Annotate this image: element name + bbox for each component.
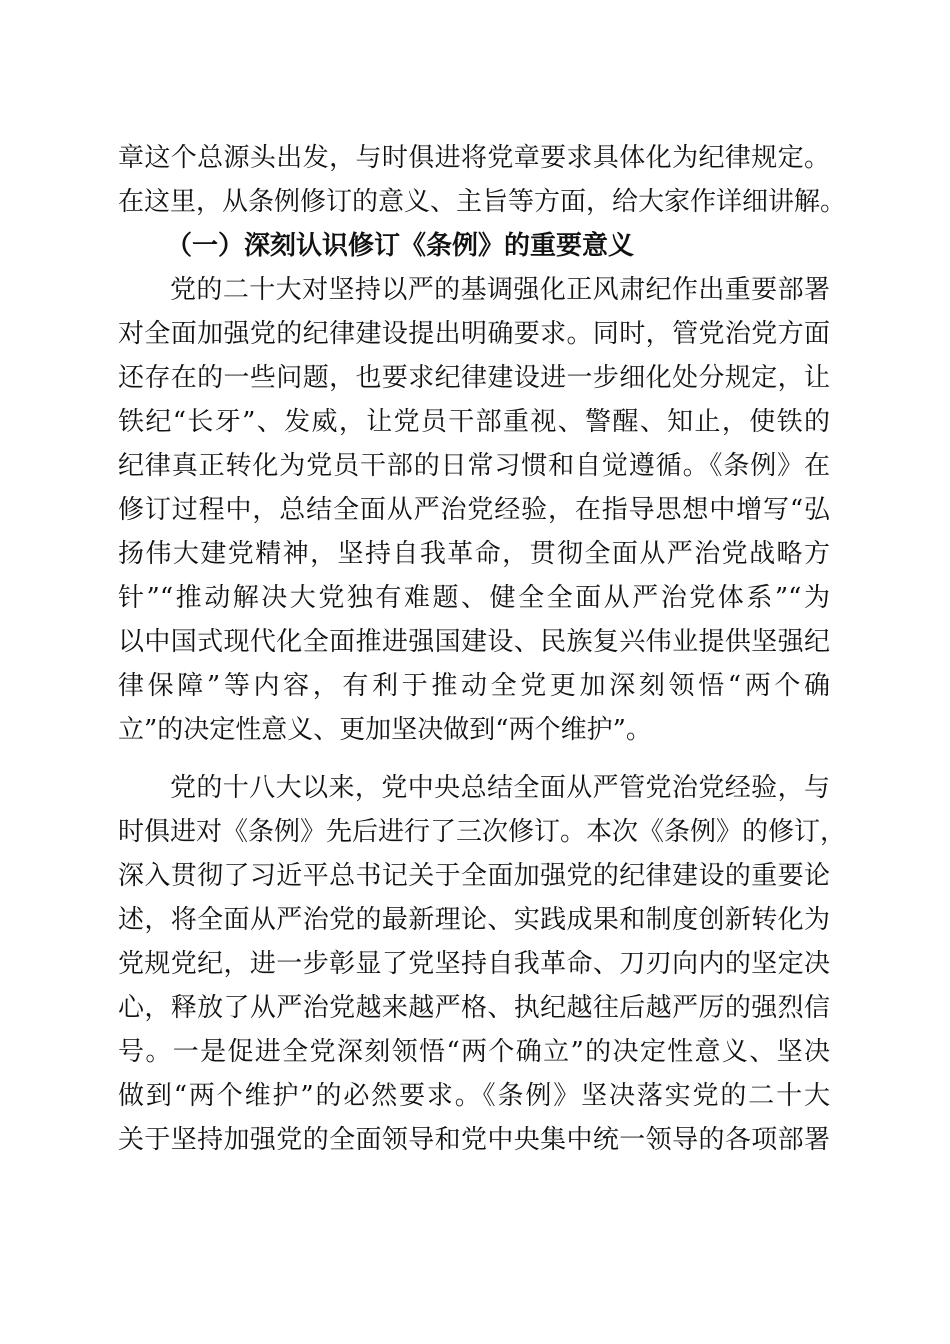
text-line: 心，释放了从严治党越来越严格、执纪越往后越严厉的强烈信 [118,993,830,1023]
text-line: 立”的决定性意义、更加坚决做到“两个维护”。 [118,715,652,745]
text-line: 做到“两个维护”的必然要求。《条例》坚决落实党的二十大 [118,1081,830,1111]
text-line: 党的十八大以来，党中央总结全面从严管党治党经验，与 [170,773,830,803]
text-line: 以中国式现代化全面推进强国建设、民族复兴伟业提供坚强纪 [118,627,830,657]
text-line: 修订过程中，总结全面从严治党经验，在指导思想中增写“弘 [118,495,830,525]
text-line: 律保障”等内容，有利于推动全党更加深刻领悟“两个确 [118,671,830,701]
text-line: 党的二十大对坚持以严的基调强化正风肃纪作出重要部署 [170,275,830,305]
text-line: 党规党纪，进一步彰显了党坚持自我革命、刀刃向内的坚定决 [118,949,830,979]
paragraph-continuation [118,136,847,224]
text-line: 号。一是促进全党深刻领悟“两个确立”的决定性意义、坚决 [118,1037,830,1067]
text-line: 对全面加强党的纪律建设提出明确要求。同时，管党治党方面 [118,319,830,349]
text-line: 纪律真正转化为党员干部的日常习惯和自觉遵循。《条例》在 [118,451,830,481]
text-line: 章这个总源头出发，与时俱进将党章要求具体化为纪律规定。 [118,143,830,173]
text-line: 在这里，从条例修订的意义、主旨等方面，给大家作详细讲解。 [118,187,847,217]
text-line: 深入贯彻了习近平总书记关于全面加强党的纪律建设的重要论 [118,861,830,891]
text-line: 还存在的一些问题，也要求纪律建设进一步细化处分规定，让 [118,363,830,393]
section-heading: （一）深刻认识修订《条例》的重要意义 [166,231,635,261]
paragraph-body [118,766,847,1162]
paragraph-spacer [118,752,830,766]
document-body [118,136,847,1162]
text-line: 针”“推动解决大党独有难题、健全全面从严治党体系”“为 [118,583,830,613]
text-line: 铁纪“长牙”、发威，让党员干部重视、警醒、知止，使铁的 [118,407,830,437]
text-line: 述，将全面从严治党的最新理论、实践成果和制度创新转化为 [118,905,830,935]
paragraph-body [118,268,830,752]
text-line: 时俱进对《条例》先后进行了三次修订。本次《条例》的修订， [118,817,847,847]
text-line: 关于坚持加强党的全面领导和党中央集中统一领导的各项部署 [118,1125,830,1155]
text-line: 扬伟大建党精神，坚持自我革命，贯彻全面从严治党战略方 [118,539,830,569]
